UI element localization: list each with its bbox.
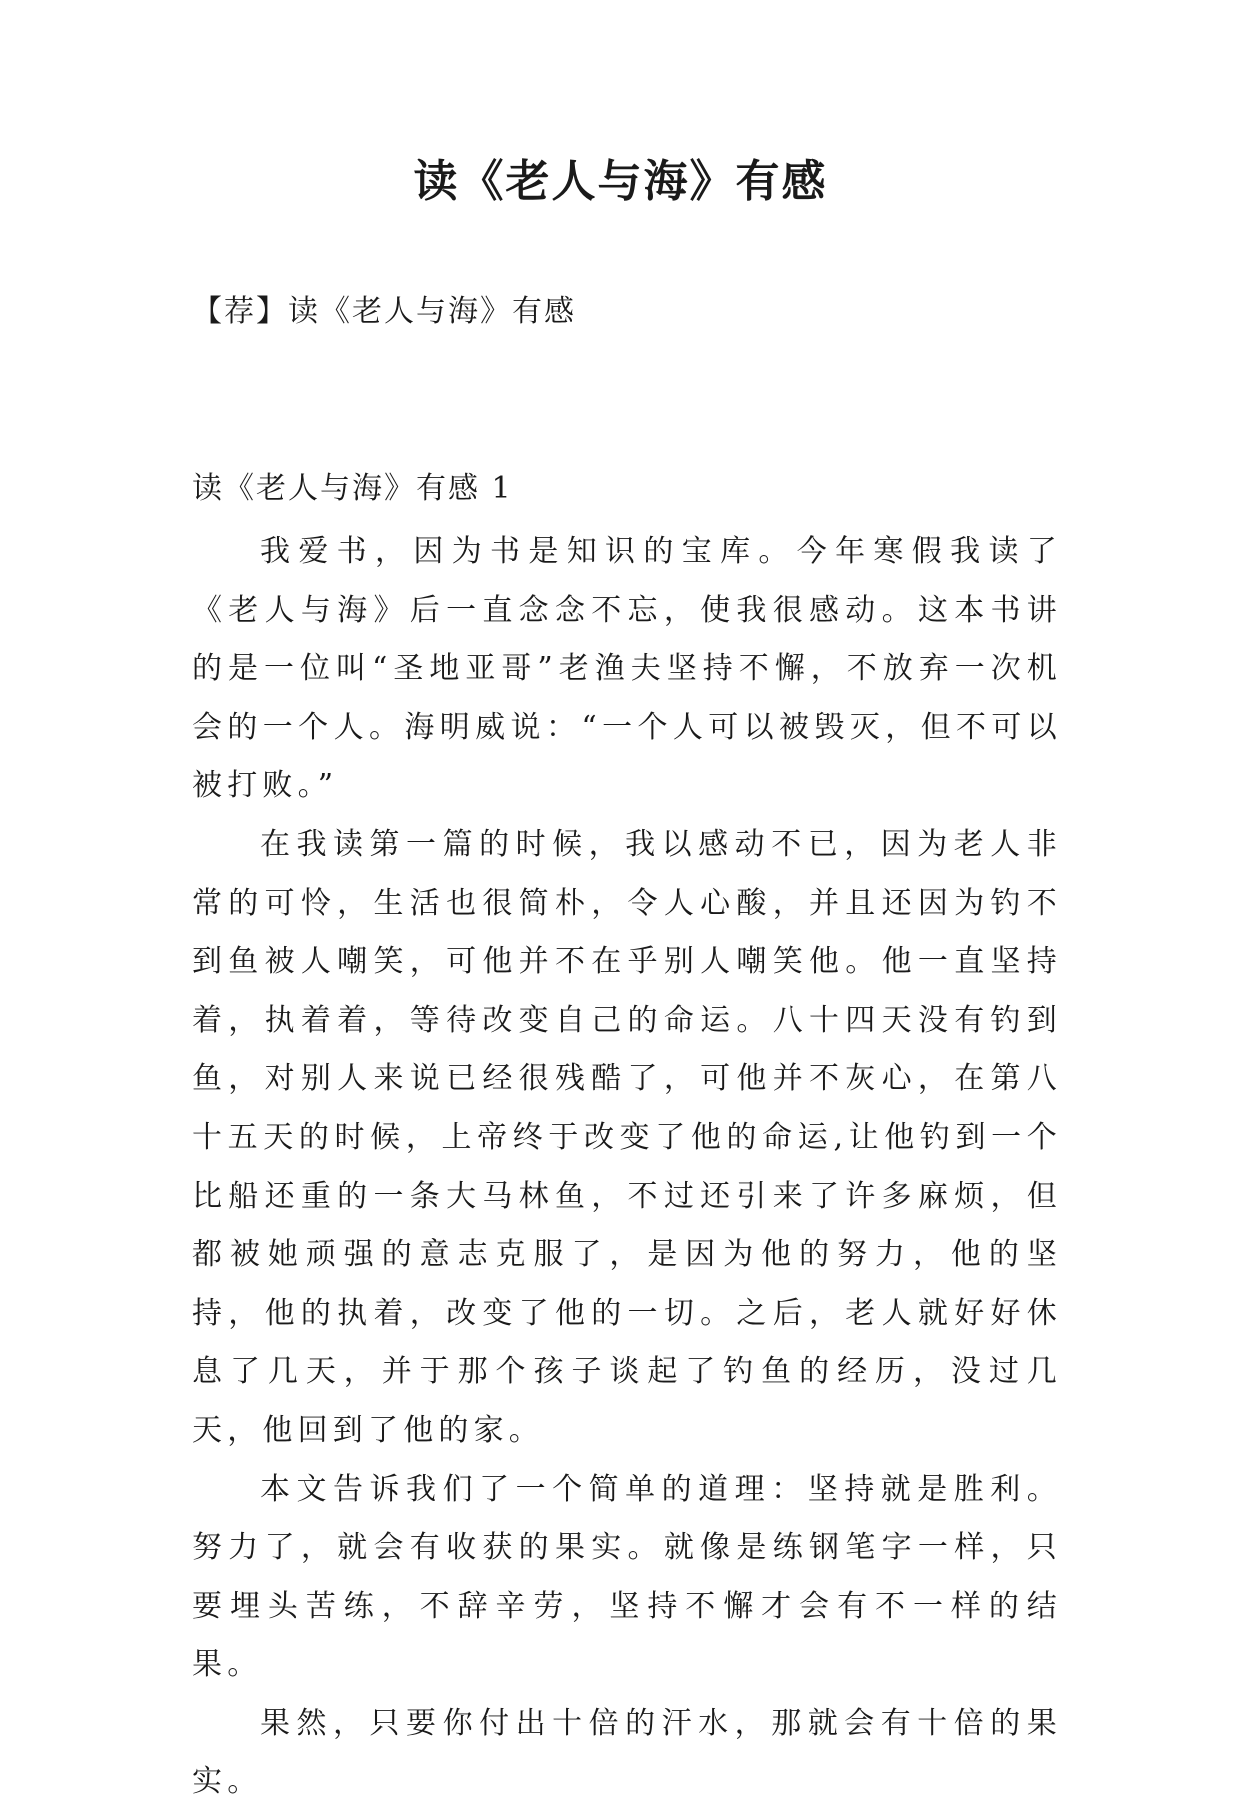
- body-paragraph: 我爱书，因为书是知识的宝库。今年寒假我读了《老人与海》后一直念念不忘，使我很感动。这本书讲的是一位叫“圣地亚哥”老渔夫坚持不懈，不放弃一次机会的一个人。海明威说：“一个人可以被毁灭，但不可以被打败。”: [192, 534, 1062, 804]
- document-body: [192, 523, 1062, 1812]
- section-heading: 读《老人与海》有感 1: [192, 471, 513, 506]
- body-paragraph: 果然，只要你付出十倍的汗水，那就会有十倍的果实。: [192, 1705, 1062, 1800]
- document-subtitle: 【荐】读《老人与海》有感: [192, 294, 576, 329]
- body-paragraph: 本文告诉我们了一个简单的道理：坚持就是胜利。努力了，就会有收获的果实。就像是练钢笔字一样，只要埋头苦练，不辞辛劳，坚持不懈才会有不一样的结果。: [192, 1471, 1062, 1683]
- body-paragraph: 在我读第一篇的时候，我以感动不已，因为老人非常的可怜，生活也很简朴，令人心酸，并且还因为钓不到鱼被人嘲笑，可他并不在乎别人嘲笑他。他一直坚持着，执着着，等待改变自己的命运。八十四天没有钓到鱼，对别人来说已经很残酷了，可他并不灰心，在第八十五天的时候，上帝终于改变了他的命运,让他钓到一个比船还重的一条大马林鱼，不过还引来了许多麻烦，但都被她顽强的意志克服了，是因为他的努力，他的坚持，他的执着，改变了他的一切。之后，老人就好好休息了几天，并于那个孩子谈起了钓鱼的经历，没过几天，他回到了他的家。: [192, 826, 1062, 1448]
- document-title: 读《老人与海》有感: [413, 156, 828, 207]
